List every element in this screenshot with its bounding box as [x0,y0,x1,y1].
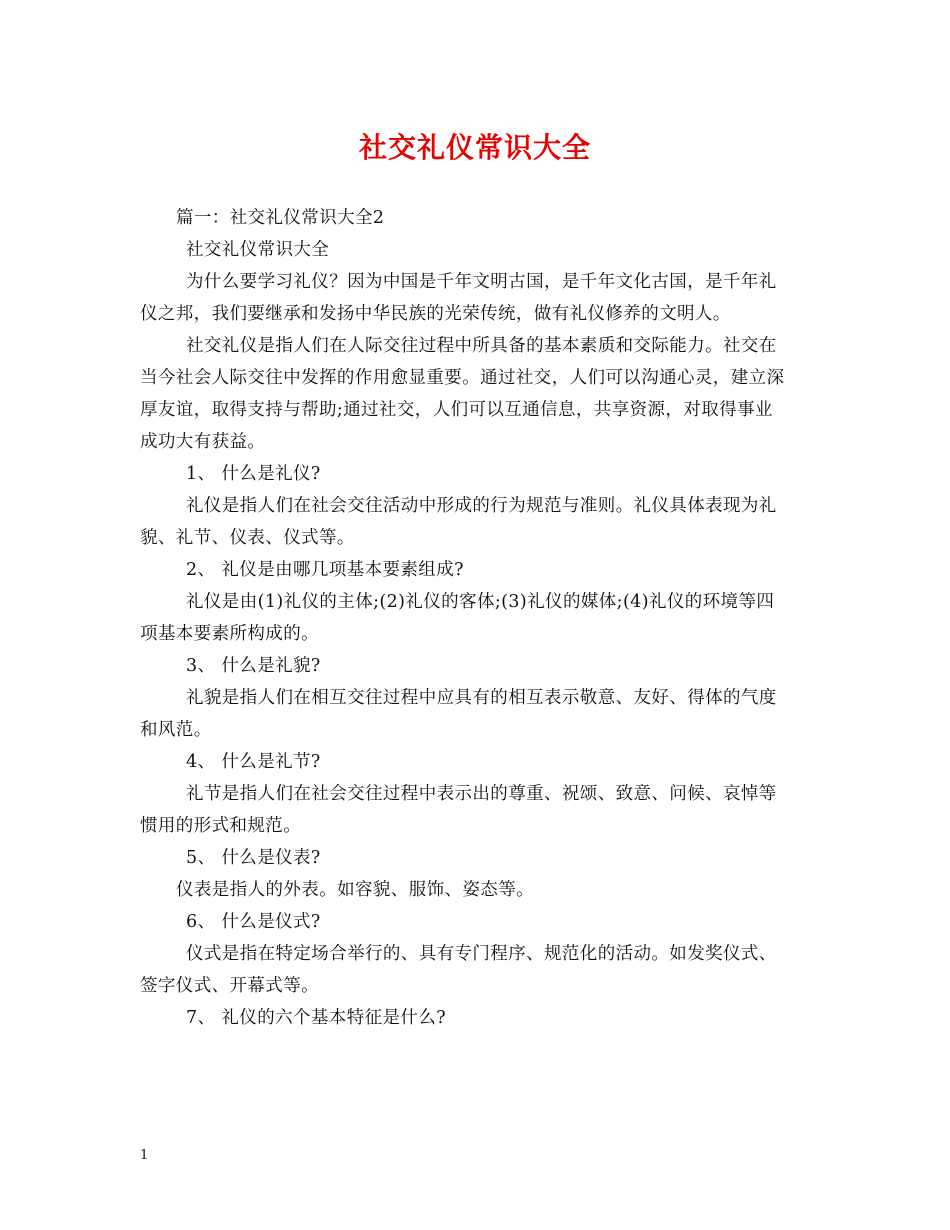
text-line: 仪之邦，我们要继承和发扬中华民族的光荣传统，做有礼仪修养的文明人。 [140,304,731,324]
text-line: 社交礼仪常识大全 [186,240,330,260]
text-line: 5、 什么是仪表? [186,848,321,868]
text-line: 成功大有获益。 [140,432,266,452]
text-line: 厚友谊，取得支持与帮助;通过社交，人们可以互通信息，共享资源，对取得事业 [140,400,773,420]
text-line: 为什么要学习礼仪？因为中国是千年文明古国，是千年文化古国，是千年礼 [186,272,777,292]
text-line: 仪表是指人的外表。如容貌、服饰、姿态等。 [176,880,534,900]
text-line: 社交礼仪是指人们在人际交往过程中所具备的基本素质和交际能力。社交在 [186,336,777,356]
text-line: 1、 什么是礼仪? [186,464,321,484]
text-line: 6、 什么是仪式? [186,912,321,932]
text-line: 惯用的形式和规范。 [140,816,302,836]
text-line: 签字仪式、开幕式等。 [140,976,319,996]
text-line: 仪式是指在特定场合举行的、具有专门程序、规范化的活动。如发奖仪式、 [186,944,777,964]
text-line: 篇一：社交礼仪常识大全2 [176,208,385,228]
text-line: 项基本要素所构成的。 [140,624,319,644]
text-line: 礼仪是由(1)礼仪的主体;(2)礼仪的客体;(3)礼仪的媒体;(4)礼仪的环境等四 [186,592,775,612]
text-line: 礼貌是指人们在相互交往过程中应具有的相互表示敬意、友好、得体的气度 [186,688,777,708]
text-line: 7、 礼仪的六个基本特征是什么? [186,1008,446,1028]
document-title: 社交礼仪常识大全 [358,131,591,164]
text-line: 礼节是指人们在社会交往过程中表示出的尊重、祝颂、致意、问候、哀悼等 [186,784,777,804]
text-line: 3、 什么是礼貌? [186,656,321,676]
text-line: 貌、礼节、仪表、仪式等。 [140,528,355,548]
text-line: 礼仪是指人们在社会交往活动中形成的行为规范与准则。礼仪具体表现为礼 [186,496,777,516]
text-line: 2、 礼仪是由哪几项基本要素组成? [186,560,464,580]
text-line: 4、 什么是礼节? [186,752,321,772]
page-number: 1 [140,1148,149,1163]
document-body [140,202,812,1034]
text-line: 和风范。 [140,720,212,740]
text-line: 当今社会人际交往中发挥的作用愈显重要。通过社交，人们可以沟通心灵，建立深 [140,368,785,388]
